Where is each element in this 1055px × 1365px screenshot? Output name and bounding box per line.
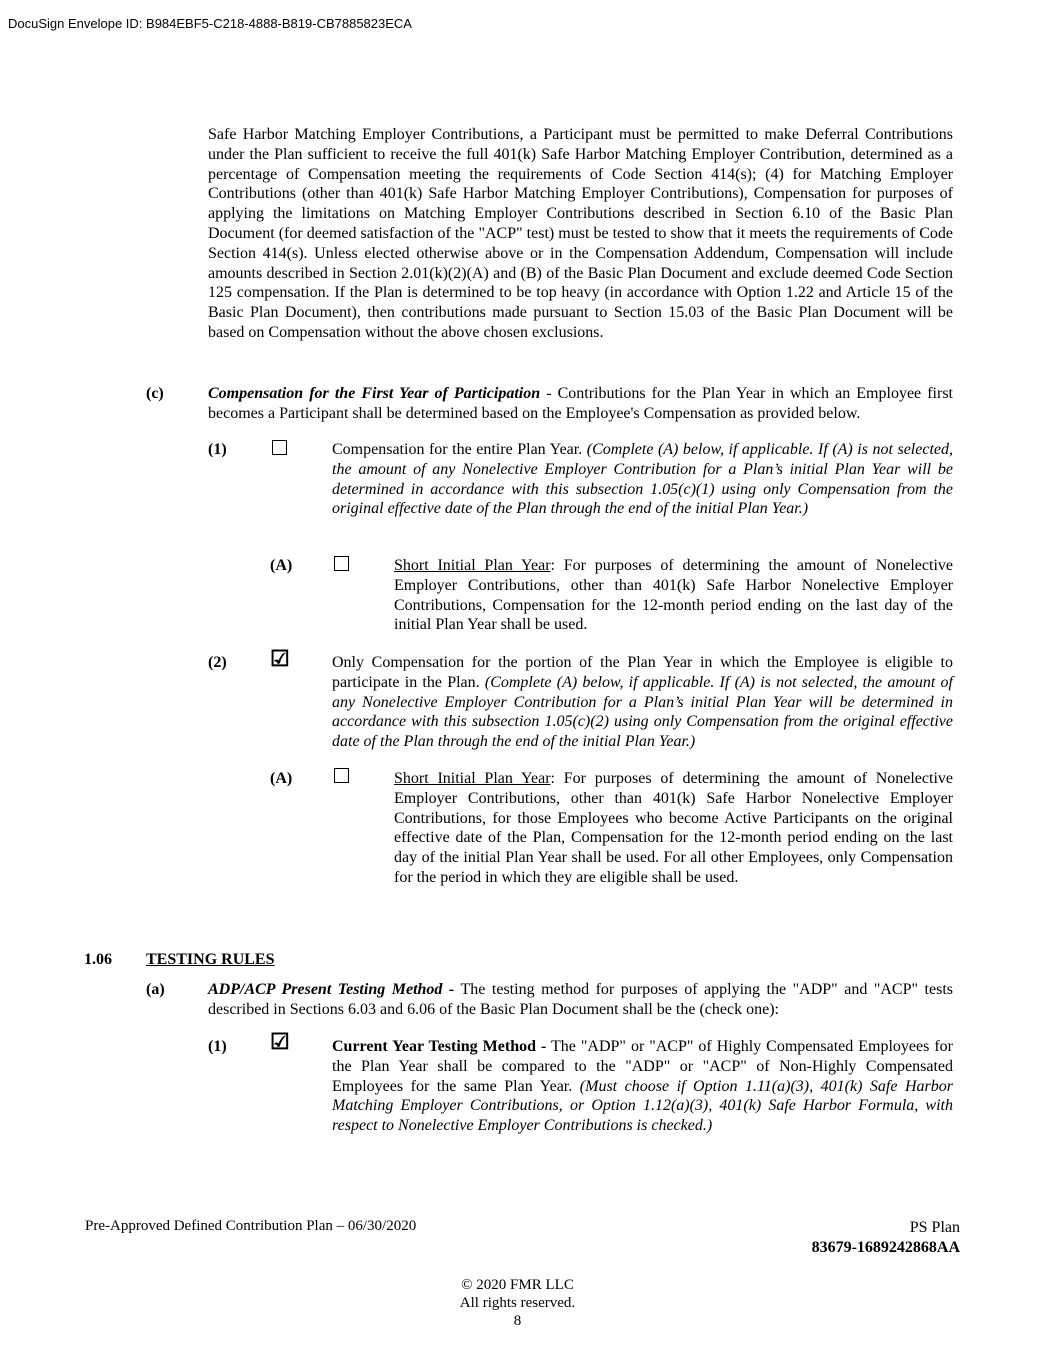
option-2a-paragraph <box>394 769 953 888</box>
footer-copyright-block <box>0 1276 1035 1330</box>
section-106-title: TESTING RULES <box>146 951 275 968</box>
option-1-paragraph <box>332 440 953 519</box>
footer-plan-type: PS Plan <box>909 1219 960 1236</box>
section-c-text: - Contributions for the Plan Year in which an Employee first becomes a Participant shall be determined based on the Employee's Compensation as provided below. <box>208 385 953 422</box>
option-2a-text: : For purposes of determining the amount of Nonelective Employer Contributions, other than 401(k) Safe Harbor Nonelective Employer Contributions, for those Employees who become Active Participants on the original effective date of the Plan, Compensation for the 12-month period ending on the last day of the initial Plan Year shall be used. For all other Employees, only Compensation for the period in which they are eligible shall be used. <box>394 770 953 886</box>
intro-paragraph: Safe Harbor Matching Employer Contributions, a Participant must be permitted to make Deferral Contributions under the Plan sufficient to receive the full 401(k) Safe Harbor Matching Employer Contribution, determined as a percentage of Compensation meeting the requirements of Code Section 414(s); (4) for Matching Employer Contributions (other than 401(k) Safe Harbor Matching Employer Contributions), Compensation for purposes of applying the limitations on Matching Employer Contributions described in Section 6.10 of the Basic Plan Document (for deemed satisfaction of the "ACP" test) must be tested to show that it meets the requirements of Code Section 414(s). Unless elected otherwise above or in the Compensation Addendum, Compensation will include amounts described in Section 2.01(k)(2)(A) and (B) of the Basic Plan Document and exclude deemed Code Section 125 compensation. If the Plan is determined to be top heavy (in accordance with Option 1.22 and Article 15 of the Basic Plan Document), then contributions made pursuant to Section 15.03 of the Basic Plan Document will be based on Compensation without the above chosen exclusions. <box>208 126 953 341</box>
option-1-checkbox[interactable] <box>272 440 287 455</box>
footer-copyright: © 2020 FMR LLC <box>461 1277 574 1293</box>
option-1-text: Compensation for the entire Plan Year. <box>332 441 587 458</box>
option-1a-checkbox[interactable] <box>334 556 349 571</box>
section-106-number: 1.06 <box>84 951 112 968</box>
option-1a-text: : For purposes of determining the amount of Nonelective Employer Contributions, other than 401(k) Safe Harbor Nonelective Employer Contributions, Compensation for the 12-month period ending on the last day of the initial Plan Year shall be used. <box>394 557 953 634</box>
testing-option-1-paragraph <box>332 1037 953 1136</box>
testing-option-1-title: Current Year Testing Method - <box>332 1038 547 1055</box>
footer-plan-number: 83679-1689242868AA <box>811 1239 960 1256</box>
testing-option-1-checkbox-checked[interactable]: ☑ <box>270 1029 290 1054</box>
section-106a-label: (a) <box>146 981 165 998</box>
option-1a-paragraph <box>394 556 953 635</box>
option-1-note: (Complete (A) below, if applicable. If (A) is not selected, the amount of any Nonelective Employer Contribution for a Plan’s initial Plan Year will be determined in accordance with this subsection 1.05(c)(1) using only Compensation from the original effective date of the Plan through the end of the initial Plan Year.) <box>332 441 954 518</box>
section-c-title: Compensation for the First Year of Participation <box>208 385 541 402</box>
testing-option-1-label: (1) <box>208 1038 227 1055</box>
page-number: 8 <box>513 1313 522 1329</box>
option-2-paragraph <box>332 653 953 752</box>
footer-rights: All rights reserved. <box>459 1295 576 1311</box>
section-c-paragraph <box>208 384 953 424</box>
option-2-note: (Complete (A) below, if applicable. If (A) is not selected, the amount of any Nonelective Employer Contribution for a Plan’s initial Plan Year will be determined in accordance with this subsection 1.05(c)(2) using only Compensation from the original effective date of the Plan through the end of the initial Plan Year.) <box>332 673 954 751</box>
option-2a-checkbox[interactable] <box>334 768 349 783</box>
footer-plan-name: Pre-Approved Defined Contribution Plan – 06/30/2020 <box>85 1218 417 1234</box>
option-2-label: (2) <box>208 654 227 671</box>
section-106a-title: ADP/ACP Present Testing Method - <box>208 981 455 998</box>
docusign-envelope-id: DocuSign Envelope ID: B984EBF5-C218-4888-B819-CB7885823ECA <box>8 16 412 31</box>
option-2a-label: (A) <box>270 770 293 787</box>
section-106a-text: The testing method for purposes of applying the "ADP" and "ACP" tests described in Sections 6.03 and 6.06 of the Basic Plan Document shall be the (check one): <box>208 981 953 1018</box>
option-2a-title: Short Initial Plan Year <box>394 770 551 787</box>
section-106a-paragraph <box>208 980 953 1020</box>
option-1a-title: Short Initial Plan Year <box>394 557 551 574</box>
option-1-label: (1) <box>208 441 227 458</box>
section-c-label: (c) <box>146 385 164 402</box>
option-2-checkbox-checked[interactable]: ☑ <box>270 646 290 671</box>
footer-plan-id <box>812 1218 960 1258</box>
option-1a-label: (A) <box>270 557 293 574</box>
testing-option-1-note: (Must choose if Option 1.11(a)(3), 401(k) Safe Harbor Matching Employer Contributions, or Option 1.12(a)(3), 401(k) Safe Harbor Formula, with respect to Nonelective Employer Contributions is checked.) <box>332 1077 954 1135</box>
testing-option-1-text: The "ADP" or "ACP" of Highly Compensated Employees for the Plan Year shall be compared to the "ADP" or "ACP" of Non-Highly Compensated Employees for the same Plan Year. <box>332 1038 953 1095</box>
option-2-text: Only Compensation for the portion of the Plan Year in which the Employee is eligible to participate in the Plan. <box>332 654 953 691</box>
